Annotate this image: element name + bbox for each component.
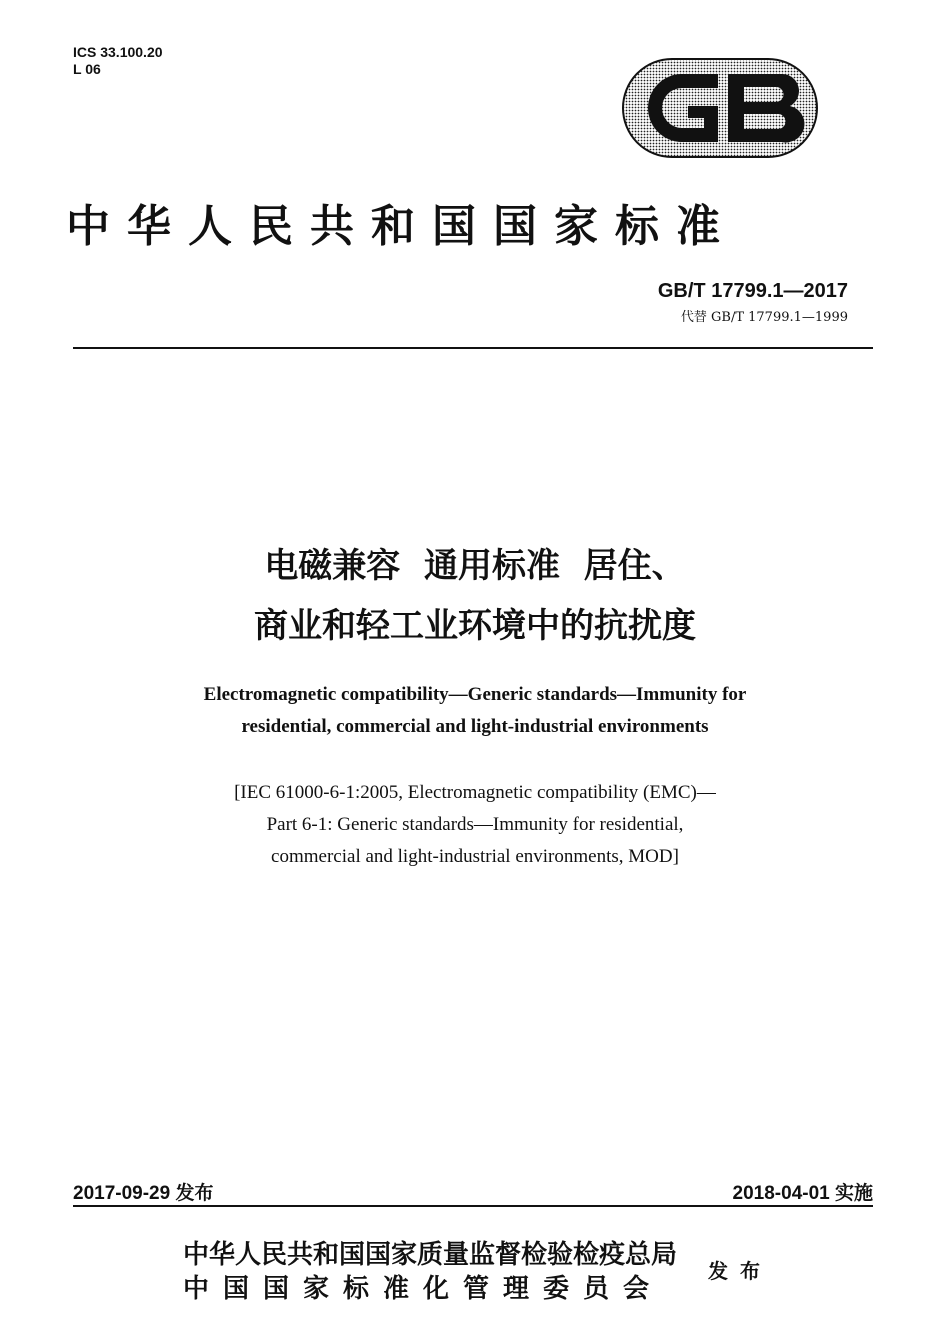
chinese-title-line-2: 商业和轻工业环境中的抗扰度 <box>254 606 696 646</box>
iec-reference-line-2: Part 6-1: Generic standards—Immunity for residential, <box>266 814 684 835</box>
issuer-sac: 中国国家标准化管理委员会 <box>183 1274 664 1304</box>
replaced-standard: 代替 GB/T 17799.1—1999 <box>680 310 848 325</box>
standard-category-title: 中华人民共和国国家标准 <box>66 201 737 252</box>
chinese-title-line-1: 电磁兼容 通用标准 居住、 <box>264 546 686 586</box>
gb-logo-icon <box>622 58 818 158</box>
english-title-line-1: Electromagnetic compatibility—Generic standards—Immunity for <box>203 684 747 705</box>
footer-divider <box>73 1205 873 1207</box>
issuer-aqsiq: 中华人民共和国国家质量监督检验检疫总局 <box>183 1240 678 1270</box>
implementation-date: 2018-04-01 实施 <box>732 1183 873 1204</box>
ccs-code: L 06 <box>73 61 101 77</box>
classification-codes <box>73 44 163 78</box>
standard-number: GB/T 17799.1—2017 <box>657 280 848 302</box>
iec-reference-line-1: [IEC 61000-6-1:2005, Electromagnetic compatibility (EMC)— <box>234 782 716 803</box>
publish-label: 发布 <box>708 1259 772 1283</box>
header-divider <box>73 347 873 349</box>
english-title-line-2: residential, commercial and light-industrial environments <box>241 716 709 737</box>
iec-reference-line-3: commercial and light-industrial environments, MOD] <box>271 846 679 867</box>
issue-date: 2017-09-29 发布 <box>73 1183 214 1204</box>
ics-code: ICS 33.100.20 <box>73 44 163 60</box>
